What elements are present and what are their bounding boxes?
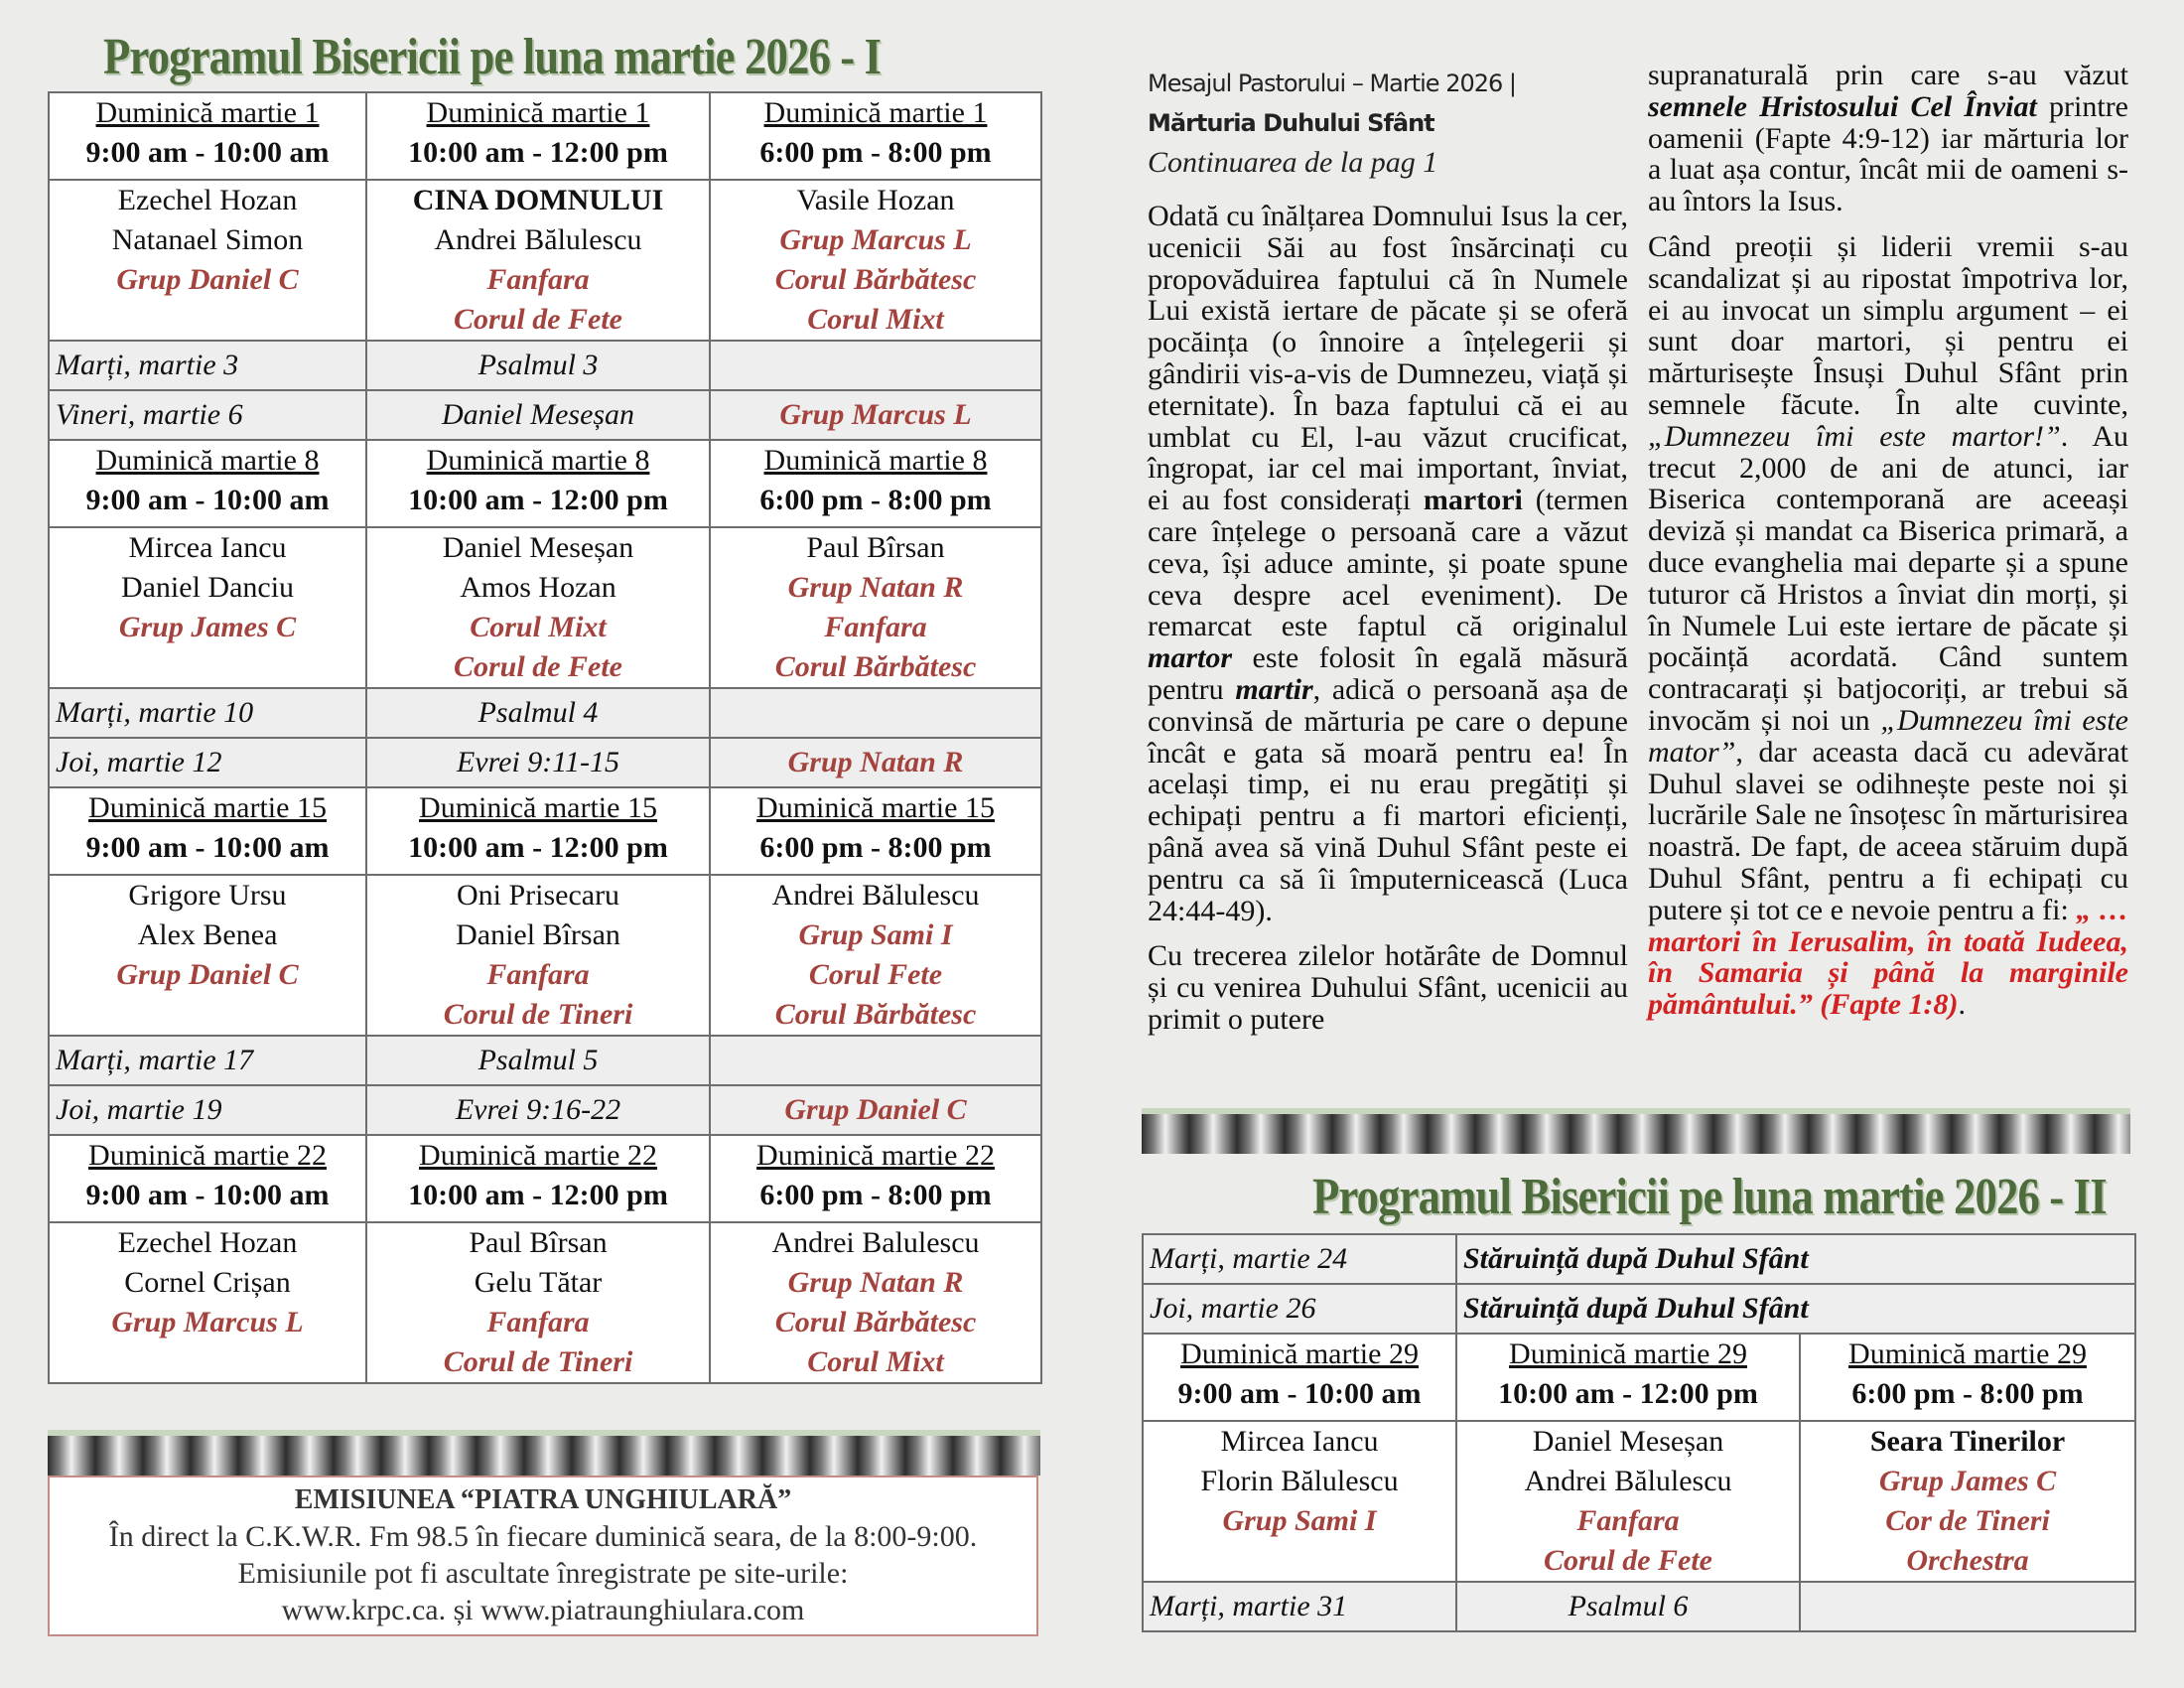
music-group: Corul Fete xyxy=(808,958,943,991)
music-group: Grup Daniel C xyxy=(116,958,299,991)
weekday-row xyxy=(49,341,1041,390)
preacher-name: Cornel Crișan xyxy=(124,1266,291,1299)
music-group: Corul Bărbătesc xyxy=(774,1306,977,1338)
music-group: Orchestra xyxy=(1906,1544,2029,1577)
weekday-label: Marți, martie 31 xyxy=(1143,1582,1456,1631)
program-title-1: Programul Bisericii pe luna martie 2026 - I xyxy=(103,29,882,85)
prayer-topic-cell xyxy=(1456,1284,2135,1334)
music-group: Grup James C xyxy=(118,611,297,643)
service-time: 6:00 pm - 8:00 pm xyxy=(1851,1377,2084,1410)
sunday-header-cell xyxy=(49,440,366,527)
pastor-heading-1: Mesajul Pastorului – Martie 2026 | xyxy=(1148,70,1516,97)
sunday-date: Duminică martie 22 xyxy=(88,1139,327,1172)
service-time: 9:00 am - 10:00 am xyxy=(85,484,330,516)
weekday-label: Marți, martie 3 xyxy=(49,341,366,390)
preacher-name: Grigore Ursu xyxy=(128,879,287,912)
music-group: Grup James C xyxy=(1878,1465,2057,1497)
weekday-topic: Psalmul 6 xyxy=(1456,1582,1800,1631)
preacher-name: Florin Bălulescu xyxy=(1200,1465,1399,1497)
preacher-name: Natanael Simon xyxy=(111,223,304,256)
sunday-date: Duminică martie 8 xyxy=(95,444,320,477)
weekday-topic: Evrei 9:11-15 xyxy=(366,738,710,787)
preacher-name: Daniel Meseșan xyxy=(442,531,634,564)
prayer-day-label: Joi, martie 26 xyxy=(1143,1284,1456,1334)
weekday-group: Grup Daniel C xyxy=(784,1093,967,1126)
sunday-header-cell xyxy=(710,92,1041,180)
prayer-day-row xyxy=(1143,1284,2135,1334)
prayer-topic: Stăruință după Duhul Sfânt xyxy=(1463,1242,1809,1275)
music-group: Corul de Tineri xyxy=(443,998,633,1031)
sunday-header-cell xyxy=(710,1135,1041,1222)
music-group: Grup Daniel C xyxy=(116,263,299,296)
week-4-service-row xyxy=(49,1222,1041,1383)
week-5-sunday-header-row xyxy=(1143,1334,2135,1421)
preacher-name: Paul Bîrsan xyxy=(469,1226,608,1259)
music-group: Corul Mixt xyxy=(807,303,944,336)
weekday-group-cell xyxy=(710,688,1041,738)
service-time: 9:00 am - 10:00 am xyxy=(85,1179,330,1211)
prayer-topic: Stăruință după Duhul Sfânt xyxy=(1463,1292,1809,1325)
music-group: Cor de Tineri xyxy=(1885,1504,2050,1537)
weekday-row xyxy=(49,1085,1041,1135)
sunday-header-cell xyxy=(710,787,1041,875)
sunday-date: Duminică martie 8 xyxy=(426,444,650,477)
music-group: Corul de Fete xyxy=(454,303,622,336)
service-time: 6:00 pm - 8:00 pm xyxy=(759,831,992,864)
weekday-group-cell xyxy=(1800,1582,2135,1631)
music-group: Corul Mixt xyxy=(807,1345,944,1378)
week-5-service-row xyxy=(1143,1421,2135,1582)
sunday-header-cell xyxy=(1456,1334,1800,1421)
prayer-day-label: Marți, martie 24 xyxy=(1143,1234,1456,1284)
preacher-name: Oni Prisecaru xyxy=(456,879,620,912)
weekday-group-cell xyxy=(710,738,1041,787)
weekday-label: Joi, martie 19 xyxy=(49,1085,366,1135)
preacher-name: Daniel Danciu xyxy=(120,571,295,604)
pastor-heading-2: Mărturia Duhului Sfânt xyxy=(1148,109,1434,137)
service-time: 10:00 am - 12:00 pm xyxy=(408,831,668,864)
music-group: Grup Natan R xyxy=(787,571,964,604)
music-group: Grup Marcus L xyxy=(111,1306,304,1338)
preacher-name: Amos Hozan xyxy=(460,571,616,604)
weekday-group-cell xyxy=(710,1036,1041,1085)
broadcast-title: EMISIUNEA “PIATRA UNGHIULARĂ” xyxy=(294,1484,792,1515)
service-cell xyxy=(710,1222,1041,1383)
article-column-1 xyxy=(1148,201,1628,1050)
service-cell xyxy=(366,180,710,341)
service-time: 10:00 am - 12:00 pm xyxy=(408,484,668,516)
week-1-sunday-header-row xyxy=(49,92,1041,180)
service-cell xyxy=(710,527,1041,688)
weekday-topic: Evrei 9:16-22 xyxy=(366,1085,710,1135)
sunday-header-cell xyxy=(366,787,710,875)
preacher-name: Mircea Iancu xyxy=(1220,1425,1379,1458)
service-time: 6:00 pm - 8:00 pm xyxy=(759,1179,992,1211)
service-heading: Seara Tinerilor xyxy=(1869,1425,2066,1458)
weekday-topic: Daniel Meseșan xyxy=(366,390,710,440)
preacher-name: Ezechel Hozan xyxy=(117,184,298,216)
service-time: 10:00 am - 12:00 pm xyxy=(408,1179,668,1211)
sunday-header-cell xyxy=(49,1135,366,1222)
sunday-date: Duminică martie 15 xyxy=(419,791,657,824)
preacher-name: Ezechel Hozan xyxy=(117,1226,298,1259)
weekday-row xyxy=(49,390,1041,440)
decorative-border-right xyxy=(1142,1108,2130,1154)
service-time: 10:00 am - 12:00 pm xyxy=(1498,1377,1758,1410)
service-cell xyxy=(49,180,366,341)
decorative-border-left xyxy=(48,1430,1040,1476)
weekday-row xyxy=(49,1036,1041,1085)
weekday-label: Vineri, martie 6 xyxy=(49,390,366,440)
sunday-date: Duminică martie 22 xyxy=(419,1139,657,1172)
sunday-date: Duminică martie 15 xyxy=(756,791,995,824)
week-3-sunday-header-row xyxy=(49,787,1041,875)
sunday-date: Duminică martie 1 xyxy=(426,96,650,129)
article-paragraph-1: Odată cu înălțarea Domnului Isus la cer, ucenicii Săi au fost însărcinați cu propovăduirea faptului că în Numele Lui există iertare de păcate și se oferă pocăința (o înnoire a înțelegerii și gândirii vis-a-vis de Dumnezeu, viață și eternitate). În baza faptului că ei au umblat cu El, l-au văzut crucificat, îngropat, iar cel mai important, înviat, ei au fost considerați martori (termen care înțelege o persoană care a văzut ceva, își aduce aminte, și poate spune ceva despre acel eveniment). De remarcat este faptul că originalul martor este folosit în egală măsură pentru martir, adică o persoană așa de convinsă de mărturia pe care o depune încât e gata să moară pentru ea! În același timp, ei nu erau pregătiți și echipați pentru a fi martori eficienți, până avea să vină Duhul Sfânt peste ei pentru ca să îi împuternicească (Luca 24:44-49). xyxy=(1148,200,1629,927)
radio-broadcast-box xyxy=(48,1476,1038,1636)
broadcast-websites[interactable]: www.krpc.ca. și www.piatraunghiulara.com xyxy=(281,1594,805,1626)
article-paragraph-4: Când preoții și liderii vremii s-au scandalizat și au ripostat împotriva lor, ei au invocat un simplu argument – ei sunt doar martori, și pentru ei mărturisește Însuși Duhul Sfânt prin semnele făcute. În alte cuvinte, „Dumnezeu îmi este martor!”. Au trecut 2,000 de ani de atunci, iar Biserica contemporană are aceeași deviză și mandat ca Biserica primară, a duce evanghelia mai departe și a spune tuturor că Hristos a înviat din morți, și în Numele Lui este iertare de păcate și pocăință acordată. Când suntem contracarați și batjocoriți, ar trebui să invocăm și noi un „Dumnezeu îmi este mator”, dar aceasta dacă cu adevărat Duhul slavei se odihnește peste noi și lucrările Sale ne însoțesc în mărturisirea noastră. De fapt, de aceea stăruim după Duhul Sfânt, pentru a fi echipați cu putere și tot ce e nevoie pentru a fi: „ … martori în Ierusalim, în toată Iudeea, în Samaria și până la marginile pământului.” (Fapte 1:8). xyxy=(1648,229,2129,1022)
preacher-name: Mircea Iancu xyxy=(128,531,287,564)
service-time: 9:00 am - 10:00 am xyxy=(1177,1377,1422,1410)
service-cell xyxy=(1456,1421,1800,1582)
article-paragraph-2: Cu trecerea zilelor hotărâte de Domnul și cu venirea Duhului Sfânt, ucenicii au primit o putere xyxy=(1148,939,1628,1036)
sunday-header-cell xyxy=(49,787,366,875)
service-cell xyxy=(1800,1421,2135,1582)
weekday-group-cell xyxy=(710,1085,1041,1135)
service-time: 6:00 pm - 8:00 pm xyxy=(759,136,992,169)
weekday-group-cell xyxy=(710,341,1041,390)
service-cell xyxy=(710,875,1041,1036)
sunday-header-cell xyxy=(49,92,366,180)
broadcast-line-1: În direct la C.K.W.R. Fm 98.5 în fiecare duminică seara, de la 8:00-9:00. xyxy=(108,1520,978,1553)
music-group: Corul de Tineri xyxy=(443,1345,633,1378)
prayer-day-row xyxy=(1143,1234,2135,1284)
sunday-date: Duminică martie 1 xyxy=(95,96,320,129)
sunday-header-cell xyxy=(366,440,710,527)
prayer-topic-cell xyxy=(1456,1234,2135,1284)
pastor-message-header xyxy=(1148,64,1516,183)
service-cell xyxy=(366,875,710,1036)
weekday-group: Grup Natan R xyxy=(787,746,964,778)
preacher-name: Andrei Bălulescu xyxy=(771,879,980,912)
music-group: Fanfara xyxy=(1576,1504,1680,1537)
service-time: 6:00 pm - 8:00 pm xyxy=(759,484,992,516)
sunday-header-cell xyxy=(366,1135,710,1222)
sunday-date: Duminică martie 29 xyxy=(1180,1337,1419,1370)
weekday-label: Joi, martie 12 xyxy=(49,738,366,787)
service-heading: CINA DOMNULUI xyxy=(412,184,664,216)
music-group: Grup Sami I xyxy=(798,918,953,951)
music-group: Grup Marcus L xyxy=(779,223,972,256)
music-group: Corul Bărbătesc xyxy=(774,650,977,683)
preacher-name: Andrei Bălulescu xyxy=(1524,1465,1732,1497)
service-time: 10:00 am - 12:00 pm xyxy=(408,136,668,169)
sunday-header-cell xyxy=(1800,1334,2135,1421)
sunday-header-cell xyxy=(1143,1334,1456,1421)
service-cell xyxy=(366,527,710,688)
weekday-topic: Psalmul 4 xyxy=(366,688,710,738)
preacher-name: Daniel Bîrsan xyxy=(456,918,620,951)
music-group: Corul Bărbătesc xyxy=(774,998,977,1031)
sunday-date: Duminică martie 8 xyxy=(763,444,988,477)
sunday-date: Duminică martie 15 xyxy=(88,791,327,824)
sunday-header-cell xyxy=(710,440,1041,527)
weekday-row xyxy=(49,688,1041,738)
article-column-2 xyxy=(1648,60,2128,1035)
weekday-row xyxy=(49,738,1041,787)
music-group: Fanfara xyxy=(486,1306,590,1338)
week-1-service-row xyxy=(49,180,1041,341)
music-group: Corul Bărbătesc xyxy=(774,263,977,296)
weekday-group: Grup Marcus L xyxy=(779,398,972,431)
preacher-name: Andrei Balulescu xyxy=(771,1226,980,1259)
preacher-name: Gelu Tătar xyxy=(474,1266,603,1299)
service-cell xyxy=(49,527,366,688)
sunday-date: Duminică martie 29 xyxy=(1848,1337,2087,1370)
service-cell xyxy=(49,875,366,1036)
weekday-label: Marți, martie 17 xyxy=(49,1036,366,1085)
sunday-date: Duminică martie 22 xyxy=(756,1139,995,1172)
music-group: Corul de Fete xyxy=(454,650,622,683)
program-title-2: Programul Bisericii pe luna martie 2026 - II xyxy=(1312,1169,2107,1225)
service-cell xyxy=(710,180,1041,341)
music-group: Corul de Fete xyxy=(1544,1544,1712,1577)
preacher-name: Paul Bîrsan xyxy=(806,531,945,564)
sunday-date: Duminică martie 29 xyxy=(1509,1337,1747,1370)
music-group: Fanfara xyxy=(824,611,927,643)
service-cell xyxy=(1143,1421,1456,1582)
continuation-note: Continuarea de la pag 1 xyxy=(1148,146,1438,179)
service-cell xyxy=(366,1222,710,1383)
week-2-service-row xyxy=(49,527,1041,688)
preacher-name: Alex Benea xyxy=(137,918,278,951)
article-paragraph-3: supranaturală prin care s-au văzut semnele Hristosului Cel Înviat printre oamenii (Fapte 4:9-12) iar mărturia lor a luat așa contur, încât mii de oameni s-au întors la Isus. xyxy=(1648,59,2128,218)
sunday-header-cell xyxy=(366,92,710,180)
music-group: Fanfara xyxy=(486,263,590,296)
sunday-date: Duminică martie 1 xyxy=(763,96,988,129)
program-table-2 xyxy=(1142,1233,2136,1632)
week-2-sunday-header-row xyxy=(49,440,1041,527)
program-table-1 xyxy=(48,91,1042,1384)
weekday-label: Marți, martie 10 xyxy=(49,688,366,738)
service-cell xyxy=(49,1222,366,1383)
week-3-service-row xyxy=(49,875,1041,1036)
preacher-name: Daniel Meseșan xyxy=(1532,1425,1724,1458)
broadcast-line-2: Emisiunile pot fi ascultate înregistrate pe site-urile: xyxy=(237,1557,849,1590)
service-time: 9:00 am - 10:00 am xyxy=(85,831,330,864)
music-group: Corul Mixt xyxy=(470,611,607,643)
weekday-topic: Psalmul 3 xyxy=(366,341,710,390)
weekday-row xyxy=(1143,1582,2135,1631)
preacher-name: Vasile Hozan xyxy=(796,184,955,216)
music-group: Fanfara xyxy=(486,958,590,991)
preacher-name: Andrei Bălulescu xyxy=(434,223,642,256)
weekday-group-cell xyxy=(710,390,1041,440)
weekday-topic: Psalmul 5 xyxy=(366,1036,710,1085)
music-group: Grup Natan R xyxy=(787,1266,964,1299)
service-time: 9:00 am - 10:00 am xyxy=(85,136,330,169)
week-4-sunday-header-row xyxy=(49,1135,1041,1222)
music-group: Grup Sami I xyxy=(1222,1504,1377,1537)
